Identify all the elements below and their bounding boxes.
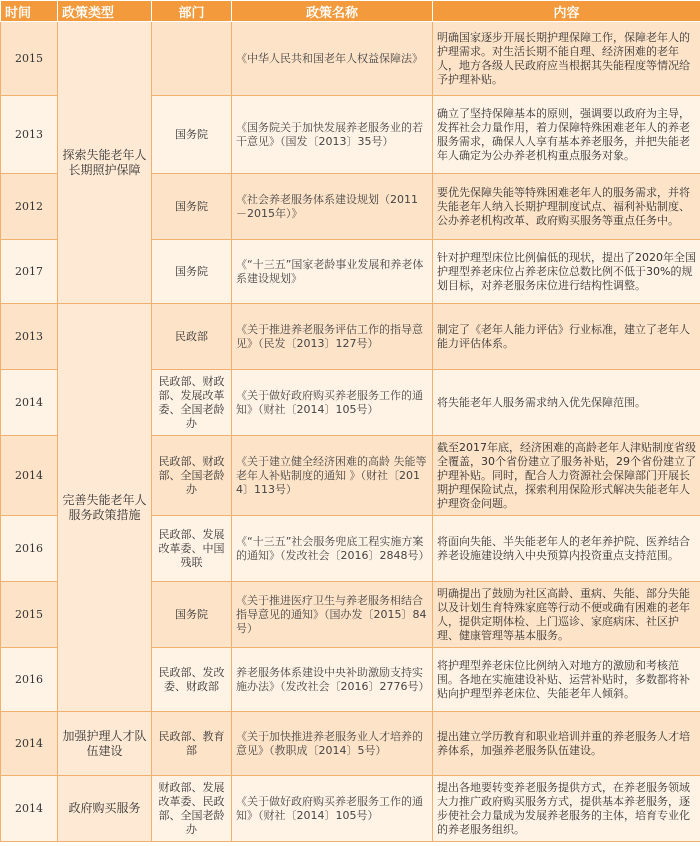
row-dept: 民政部、财政部、发展改革委、全国老龄办 [152,370,232,436]
row-content: 将护理型养老床位比例纳入对地方的激励和考核范围。各地在实施建设补贴、运营补贴时，多数都将补贴向护理型养老床位、失能老年人倾斜。 [433,648,700,712]
row-content: 提出建立学历教育和职业培训并重的养老服务人才培养体系，加强养老服务队伍建设。 [433,712,700,776]
row-policy-name: 《“十三五”社会服务兜底工程实施方案的通知》（发改社会〔2016〕2848号） [232,516,433,582]
table-row [1,304,700,370]
category-cell: 探索失能老年人长期照护保障 [58,22,152,304]
row-dept: 民政部、财政部、全国老龄办 [152,436,232,516]
row-dept [152,22,232,96]
row-year: 2015 [1,582,58,648]
row-policy-name: 《关于做好政府购买养老服务工作的通知》（财社〔2014〕105号） [232,776,433,842]
category-cell: 政府购买服务 [58,776,152,842]
row-policy-name: 《关于加快推进养老服务业人才培养的意见》（教职成〔2014〕5号） [232,712,433,776]
row-policy-name: 《中华人民共和国老年人权益保障法》 [232,22,433,96]
row-dept: 财政部、发展改革委、民政部、全国老龄办 [152,776,232,842]
row-dept: 民政部 [152,304,232,370]
row-content: 要优先保障失能等特殊困难老年人的服务需求，并将失能老年人纳入长期护理制度试点、福利补贴制度、公办养老机构改革、政府购买服务等重点任务中。 [433,174,700,240]
row-content: 确立了坚持保障基本的原则，强调要以政府为主导，发挥社会力量作用，着力保障特殊困难老年人的养老服务需求，确保人人享有基本养老服务，并把失能老年人确定为公办养老机构重点服务对象。 [433,96,700,174]
table-row [1,776,700,842]
table-row [1,712,700,776]
row-year: 2017 [1,240,58,304]
row-dept: 民政部、发展改革委、中国残联 [152,516,232,582]
header-name: 政策名称 [232,1,433,22]
header-row [1,1,700,22]
row-year: 2015 [1,22,58,96]
row-year: 2013 [1,96,58,174]
row-content: 明确国家逐步开展长期护理保障工作，保障老年人的护理需求。对生活长期不能自理、经济困难的老年人，地方各级人民政府应当根据其失能程度等情况给予护理补贴。 [433,22,700,96]
header-content: 内容 [433,1,700,22]
row-policy-name: 《关于建立健全经济困难的高龄 失能等老年人补贴制度的通知 》（财社〔2014〕113号） [232,436,433,516]
category-cell: 加强护理人才队伍建设 [58,712,152,776]
row-policy-name: 《社会养老服务体系建设规划（2011－2015年）》 [232,174,433,240]
row-dept: 民政部、教育部 [152,712,232,776]
row-dept: 民政部、发改委、财政部 [152,648,232,712]
header-type: 政策类型 [58,1,152,22]
row-policy-name: 《关于做好政府购买养老服务工作的通知》（财社〔2014〕105号） [232,370,433,436]
row-year: 2014 [1,712,58,776]
row-content: 截至2017年底，经济困难的高龄老年人津贴制度省级全覆盖，30个省份建立了服务补贴，29个省份建立了护理补贴。同时，配合人力资源社会保障部门开展长期护理保险试点，探索利用保险形式解决失能老年人护理资金问题。 [433,436,700,516]
row-policy-name: 《关于推进医疗卫生与养老服务相结合指导意见的通知》（国办发〔2015〕84号） [232,582,433,648]
row-year: 2014 [1,370,58,436]
row-policy-name: 《“十三五”国家老龄事业发展和养老体系建设规划》 [232,240,433,304]
row-content: 提出各地要转变养老服务提供方式，在养老服务领域大力推广政府购买服务方式，提供基本养老服务，逐步使社会力量成为发展养老服务的主体，培育专业化的养老服务组织。 [433,776,700,842]
table-row [1,22,700,96]
row-content: 明确提出了鼓励为社区高龄、重病、失能、部分失能以及计划生育特殊家庭等行动不便或确有困难的老年人，提供定期体检、上门巡诊、家庭病床、社区护理、健康管理等基本服务。 [433,582,700,648]
row-content: 针对护理型床位比例偏低的现状，提出了2020年全国护理型养老床位占养老床位总数比例不低于30%的规划目标，对养老服务床位进行结构性调整。 [433,240,700,304]
row-year: 2014 [1,776,58,842]
row-year: 2016 [1,648,58,712]
row-dept: 国务院 [152,96,232,174]
row-policy-name: 《国务院关于加快发展养老服务业的若干意见》（国发〔2013〕35号） [232,96,433,174]
row-dept: 国务院 [152,240,232,304]
row-year: 2013 [1,304,58,370]
row-content: 制定了《老年人能力评估》行业标准，建立了老年人能力评估体系。 [433,304,700,370]
row-content: 将面向失能、半失能老年人的老年养护院、医养结合养老设施建设纳入中央预算内投资重点支持范围。 [433,516,700,582]
row-policy-name: 养老服务体系建设中央补助激励支持实施办法》（发改社会〔2016〕2776号） [232,648,433,712]
header-dept: 部门 [152,1,232,22]
row-policy-name: 《关于推进养老服务评估工作的指导意见》（民发〔2013〕127号） [232,304,433,370]
row-year: 2014 [1,436,58,516]
header-year: 时间 [1,1,58,22]
category-cell: 完善失能老年人服务政策措施 [58,304,152,712]
row-dept: 国务院 [152,174,232,240]
row-year: 2012 [1,174,58,240]
row-content: 将失能老年人服务需求纳入优先保障范围。 [433,370,700,436]
row-dept: 国务院 [152,582,232,648]
row-year: 2016 [1,516,58,582]
